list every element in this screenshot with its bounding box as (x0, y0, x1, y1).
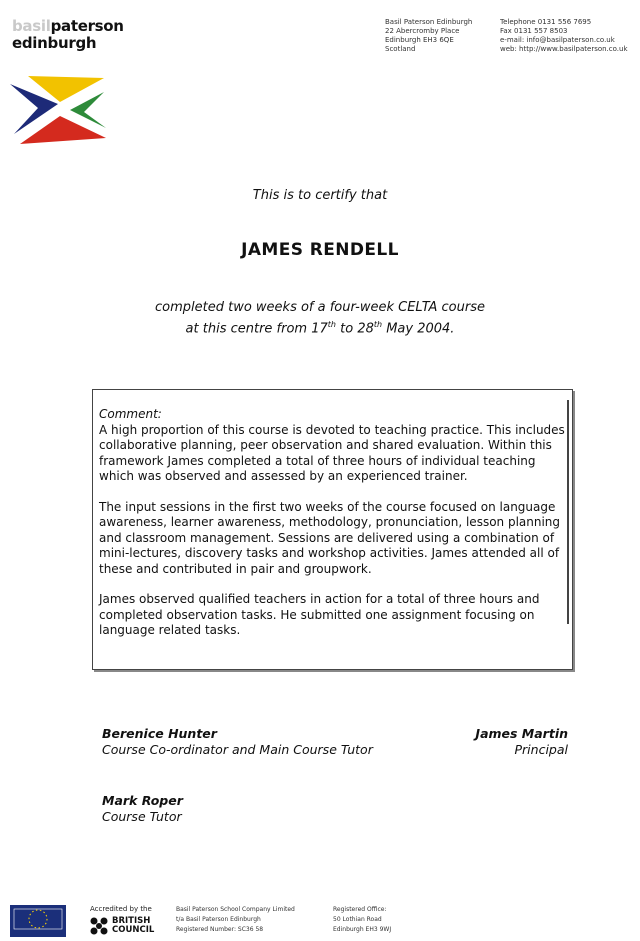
company-line: Basil Paterson School Company Limited (176, 906, 295, 913)
company-info (176, 905, 295, 935)
office-line: Registered Office: (333, 906, 387, 913)
comment-content (99, 407, 567, 654)
contact-line: web: http://www.basilpaterson.co.uk (500, 45, 628, 53)
contact-line: Telephone 0131 556 7695 (500, 18, 592, 26)
contact-line: Fax 0131 557 8503 (500, 27, 568, 35)
signatory-role: Principal (514, 742, 568, 757)
signature-block (102, 793, 183, 825)
certify-intro: This is to certify that (252, 188, 388, 203)
logo-basil-text: basil (12, 17, 51, 35)
comment-label: Comment: (99, 407, 162, 421)
stars-icon (10, 905, 66, 937)
school-contact (500, 18, 636, 54)
completion-line-1: completed two weeks of a four-week CELTA course (154, 300, 485, 315)
signatory-name: Mark Roper (102, 793, 183, 808)
signatory-role: Course Tutor (102, 809, 182, 824)
school-address (385, 18, 495, 54)
british-council-wordmark (112, 917, 154, 935)
logo-wordmark (12, 18, 124, 52)
box-edge-line (567, 400, 569, 624)
bc-line: BRITISH (112, 916, 151, 926)
completion-text-a: at this centre from 17 (185, 321, 328, 337)
completion-text-b: to 28 (336, 321, 374, 337)
signature-block (102, 726, 373, 758)
logo-cross-icon (8, 72, 110, 146)
signatory-role: Course Co-ordinator and Main Course Tutor (102, 742, 373, 757)
completion-text-c: May 2004. (382, 321, 455, 337)
registered-office (333, 905, 391, 935)
accreditation-label: Accredited by the (90, 905, 152, 913)
signatory-name: James Martin (475, 726, 568, 741)
comment-paragraph: The input sessions in the first two weeks of the course focused on language awareness, learner awareness, methodology, pronunciation, lesson planning and classroom management. Sessions are delivered using a combination of mini-lectures, discovery tasks and workshop activities. James attended all of these and contributed in pair and groupwork. (99, 499, 561, 576)
office-line: Edinburgh EH3 9WJ (333, 926, 392, 933)
recipient-name: JAMES RENDELL (241, 240, 399, 260)
office-line: 50 Lothian Road (333, 916, 382, 923)
british-council-icon (90, 917, 108, 935)
address-line: Basil Paterson Edinburgh (385, 18, 473, 26)
ordinal-sup: th (373, 320, 383, 329)
bc-line: COUNCIL (112, 925, 155, 935)
ordinal-sup: th (327, 320, 336, 329)
logo-paterson-text: paterson (50, 17, 124, 35)
eaquals-logo (10, 905, 66, 937)
comment-paragraph: James observed qualified teachers in action for a total of three hours and completed observation tasks. He submitted one assignment focusing on language related tasks. (99, 592, 540, 637)
completion-statement (0, 299, 640, 337)
logo-edinburgh-text: edinburgh (12, 34, 97, 52)
company-line: t/a Basil Paterson Edinburgh (176, 916, 261, 923)
address-line: Edinburgh EH3 6QE (385, 36, 454, 44)
contact-line: e-mail: info@basilpaterson.co.uk (500, 36, 615, 44)
address-line: Scotland (385, 45, 416, 53)
comment-paragraph: A high proportion of this course is devoted to teaching practice. This includes collaborative planning, peer observation and shared evaluation. Within this framework James completed a total of three hours of individual teaching which was observed and assessed by an experienced trainer. (99, 422, 565, 483)
comment-box (92, 389, 573, 670)
address-line: 22 Abercromby Place (385, 27, 460, 35)
company-line: Registered Number: SC36 58 (176, 926, 264, 933)
signatory-name: Berenice Hunter (102, 726, 217, 741)
completion-line-2 (0, 316, 640, 337)
signature-block (440, 726, 568, 758)
